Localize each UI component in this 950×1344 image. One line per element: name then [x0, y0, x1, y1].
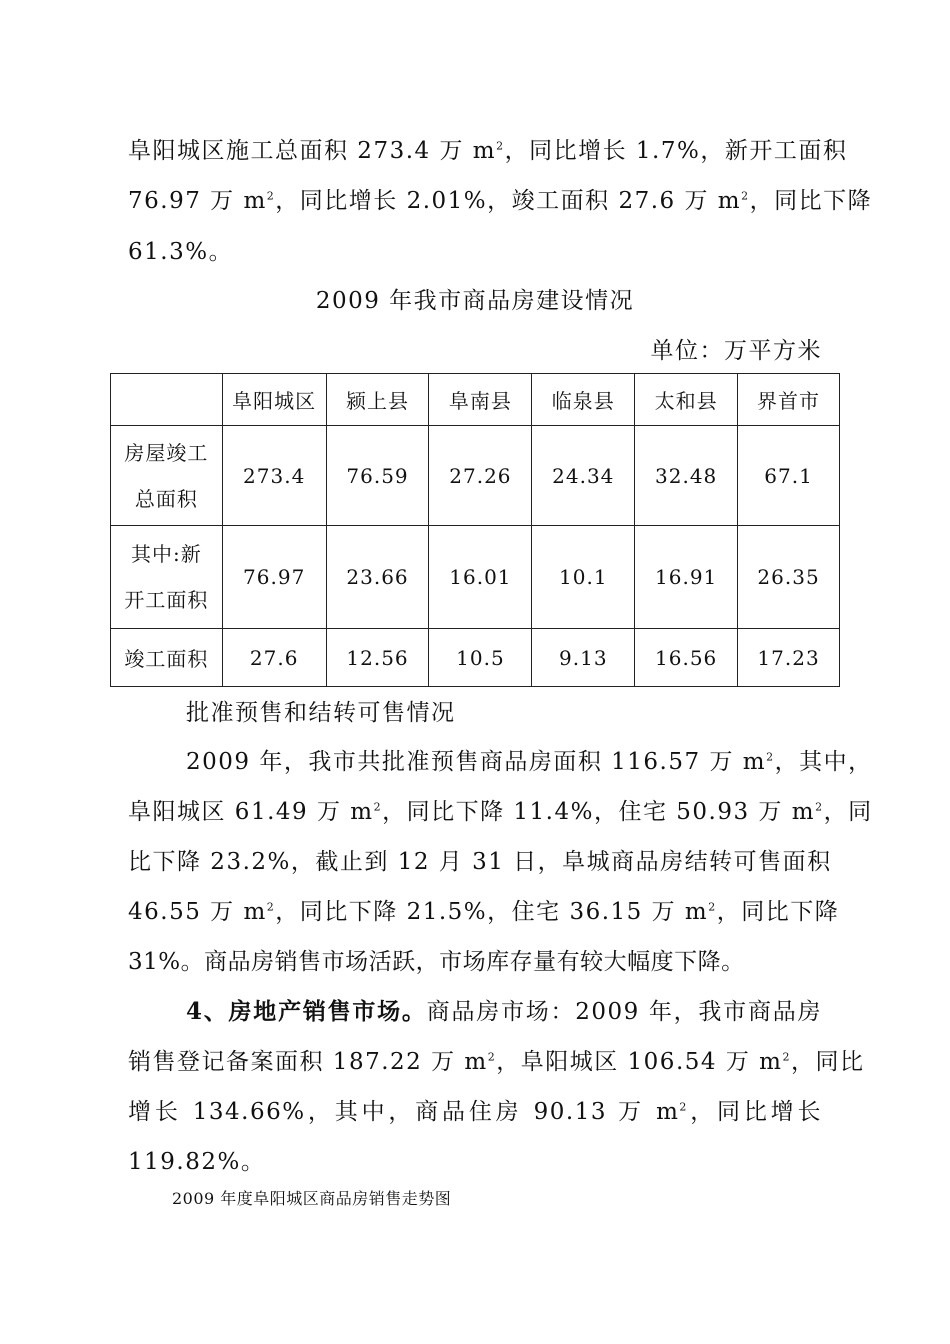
table-header-cell: 界首市 — [738, 374, 840, 426]
table-header-cell — [111, 374, 223, 426]
table-header-row — [111, 374, 840, 426]
presale-line3: 比下降 23.2%，截止到 12 月 31 日，阜城商品房结转可售面积 — [128, 849, 832, 875]
section-heading-presale: 批准预售和结转可售情况 — [186, 700, 456, 726]
table-cell: 16.56 — [635, 629, 738, 687]
table-header-cell: 太和县 — [635, 374, 738, 426]
paragraph1-line3: 61.3%。 — [128, 239, 234, 265]
table-cell: 76.97 — [222, 526, 326, 629]
row-label: 其中:新 开工面积 — [111, 526, 223, 629]
presale-line4: 46.55 万 $m^2$，同比下降 21.5%，住宅 36.15 万 $m^2$，同比下降 — [128, 899, 840, 925]
table-header-cell: 颍上县 — [326, 374, 429, 426]
table-cell: 17.23 — [738, 629, 840, 687]
table-cell: 26.35 — [738, 526, 840, 629]
table-cell: 24.34 — [532, 426, 635, 526]
table-header-cell: 阜南县 — [429, 374, 532, 426]
table-row — [111, 629, 840, 687]
row-label: 竣工面积 — [111, 629, 223, 687]
sales-line3: 增长 134.66%，其中，商品住房 90.13 万 $m^2$，同比增长 — [128, 1099, 823, 1125]
table-cell: 32.48 — [635, 426, 738, 526]
table-cell: 76.59 — [326, 426, 429, 526]
table-cell: 27.26 — [429, 426, 532, 526]
table-cell: 12.56 — [326, 629, 429, 687]
presale-line2: 阜阳城区 61.49 万 $m^2$，同比下降 11.4%，住宅 50.93 万 $m^2$，同 — [128, 799, 873, 825]
construction-table — [110, 373, 840, 687]
table-cell: 16.91 — [635, 526, 738, 629]
table-cell: 27.6 — [222, 629, 326, 687]
table-header-cell: 临泉县 — [532, 374, 635, 426]
table-cell: 23.66 — [326, 526, 429, 629]
paragraph1-line2: 76.97 万 $m^2$，同比增长 2.01%，竣工面积 27.6 万 $m^2$，同比下降 — [128, 188, 873, 214]
presale-line1: 2009 年，我市共批准预售商品房面积 116.57 万 $m^2$，其中， — [186, 749, 873, 775]
sales-line2: 销售登记备案面积 187.22 万 $m^2$，阜阳城区 106.54 万 $m^2$，同比 — [128, 1049, 865, 1075]
table-cell: 10.1 — [532, 526, 635, 629]
table-cell: 67.1 — [738, 426, 840, 526]
table-header-cell: 阜阳城区 — [222, 374, 326, 426]
row-label: 房屋竣工 总面积 — [111, 426, 223, 526]
table-cell: 273.4 — [222, 426, 326, 526]
table-cell: 10.5 — [429, 629, 532, 687]
table-cell: 9.13 — [532, 629, 635, 687]
chart-caption: 2009 年度阜阳城区商品房销售走势图 — [172, 1189, 452, 1208]
sales-line4: 119.82%。 — [128, 1149, 266, 1175]
paragraph1-line1: 阜阳城区施工总面积 273.4 万 $m^2$，同比增长 1.7%，新开工面积 — [128, 138, 848, 164]
presale-line5: 31%。商品房销售市场活跃，市场库存量有较大幅度下降。 — [128, 949, 745, 975]
table-row — [111, 526, 840, 629]
table-row — [111, 426, 840, 526]
table-cell: 16.01 — [429, 526, 532, 629]
table-unit: 单位：万平方米 — [650, 338, 822, 364]
sales-line1: 4、房地产销售市场。商品房市场：2009 年，我市商品房 — [186, 998, 822, 1025]
table-title: 2009 年我市商品房建设情况 — [315, 288, 635, 314]
sales-bold-lead: 4、房地产销售市场。 — [186, 998, 427, 1025]
